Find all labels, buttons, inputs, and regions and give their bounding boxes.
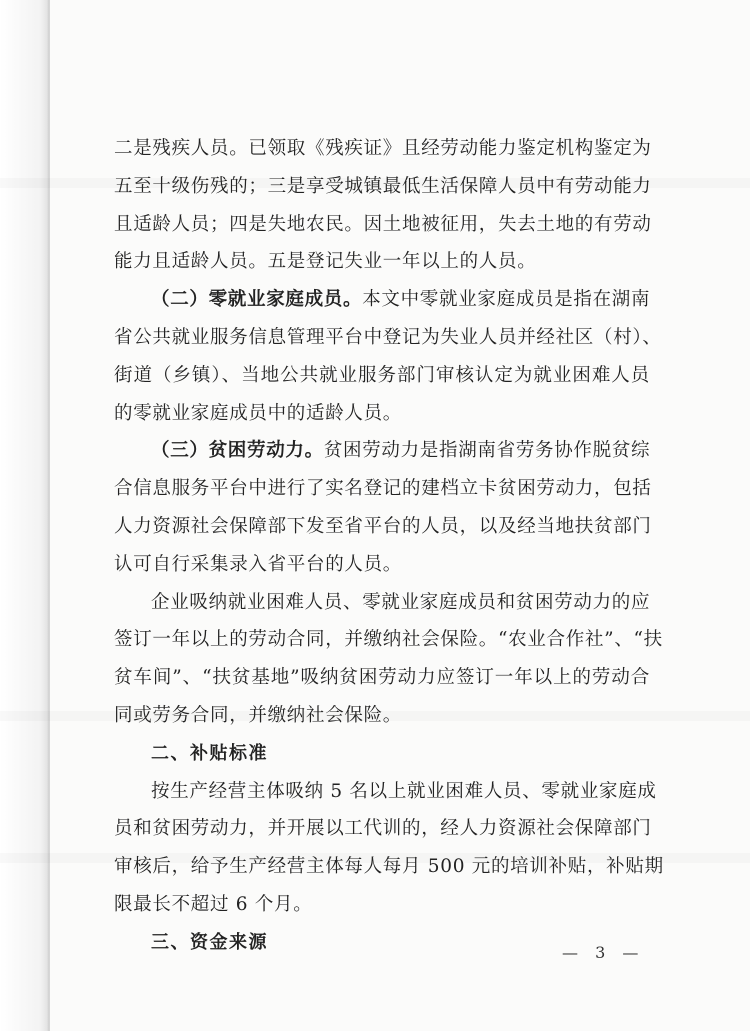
paragraph-line: 审核后，给予生产经营主体每人每月 500 元的培训补贴，补贴期 xyxy=(114,856,664,878)
paragraph-line: 按生产经营主体吸纳 5 名以上就业困难人员、零就业家庭成 xyxy=(151,780,657,802)
scan-binding-edge xyxy=(0,0,50,1031)
paragraph-line: 人力资源社会保障部下发至省平台的人员，以及经当地扶贫部门 xyxy=(114,515,652,537)
paragraph-line: 员和贫困劳动力，并开展以工代训的，经人力资源社会保障部门 xyxy=(114,818,652,840)
paragraph-line: 的零就业家庭成员中的适龄人员。 xyxy=(114,402,403,424)
subsection-title: （三）贫困劳动力。 xyxy=(151,440,324,462)
paragraph-line: 限最长不超过 6 个月。 xyxy=(114,893,313,915)
paragraph-line: 同或劳务合同，并缴纳社会保险。 xyxy=(114,704,403,726)
document-body xyxy=(114,130,664,962)
section-heading: 二、补贴标准 xyxy=(151,742,268,764)
paragraph-line: 合信息服务平台中进行了实名登记的建档立卡贫困劳动力，包括 xyxy=(114,478,652,500)
paragraph-text: 本文中零就业家庭成员是指在湖南 xyxy=(362,289,651,311)
paragraph-line xyxy=(114,281,650,319)
paragraph-line: 贫车间”、“扶贫基地”吸纳贫困劳动力应签订一年以上的劳动合 xyxy=(114,667,650,689)
paragraph-line: 签订一年以上的劳动合同，并缴纳社会保险。“农业合作社”、“扶 xyxy=(114,629,663,651)
paragraph-line: 省公共就业服务信息管理平台中登记为失业人员并经社区（村）、 xyxy=(114,326,662,348)
paragraph-line: 能力且适龄人员。五是登记失业一年以上的人员。 xyxy=(114,251,537,273)
section-heading: 三、资金来源 xyxy=(151,931,268,953)
paragraph-text: 贫困劳动力是指湖南省劳务协作脱贫综 xyxy=(323,440,651,462)
page-number: — 3 — xyxy=(562,943,645,962)
subsection-title: （二）零就业家庭成员。 xyxy=(151,289,363,311)
paragraph-line xyxy=(114,432,650,470)
paragraph-line: 二是残疾人员。已领取《残疾证》且经劳动能力鉴定机构鉴定为 xyxy=(114,138,652,159)
paragraph-line: 认可自行采集录入省平台的人员。 xyxy=(114,553,403,575)
paragraph-line: 街道（乡镇）、当地公共就业服务部门审核认定为就业困难人员 xyxy=(114,364,650,386)
paragraph-line: 企业吸纳就业困难人员、零就业家庭成员和贫困劳动力的应 xyxy=(151,591,651,613)
paragraph-line: 且适龄人员；四是失地农民。因土地被征用，失去土地的有劳动 xyxy=(114,213,652,235)
paragraph-line: 五至十级伤残的；三是享受城镇最低生活保障人员中有劳动能力 xyxy=(114,175,652,197)
